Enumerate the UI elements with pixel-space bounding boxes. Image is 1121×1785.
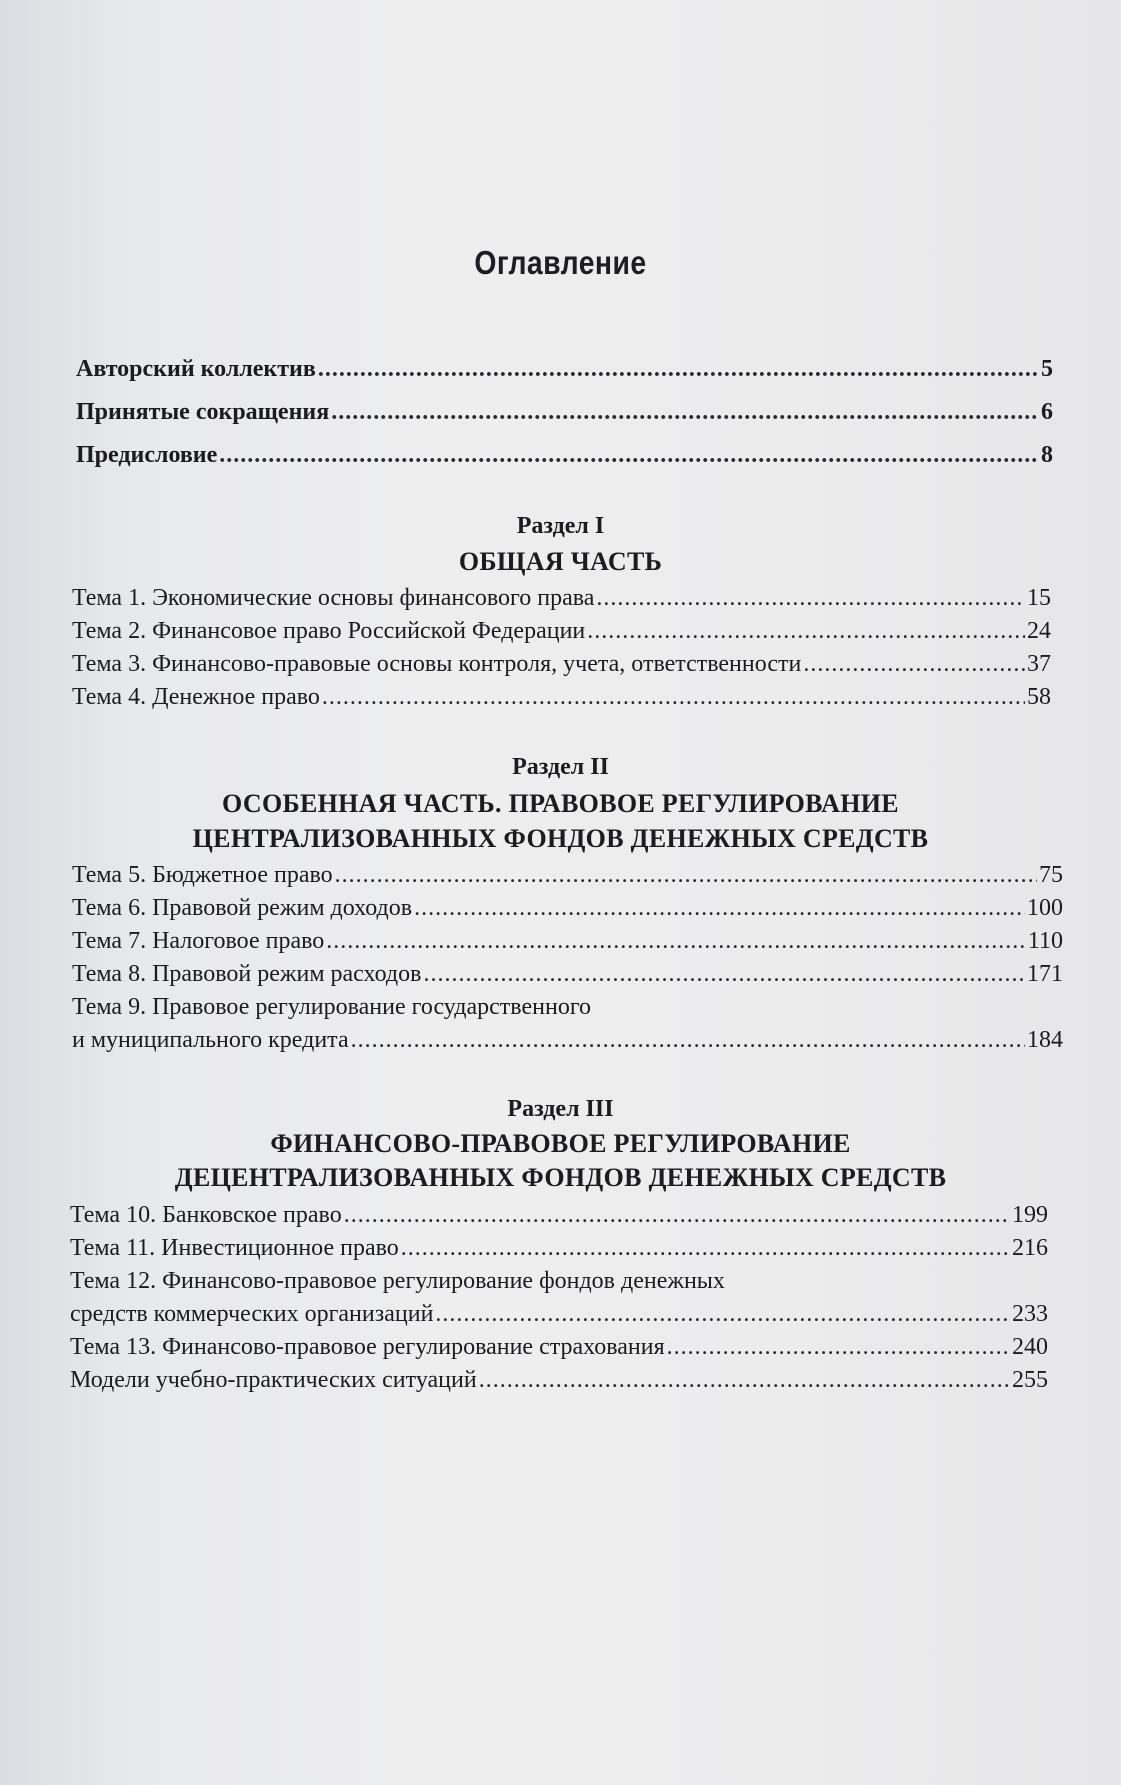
- dot-leader: [351, 1027, 1025, 1054]
- toc-entry-label: Авторский коллектив: [76, 356, 316, 382]
- toc-entry-label: средств коммерческих организаций: [70, 1301, 434, 1327]
- toc-entry-topic-12-line-1[interactable]: Тема 12. Финансово-правовое регулирование фондов денежных: [70, 1268, 725, 1294]
- toc-entry-topic-12[interactable]: [70, 1301, 1048, 1328]
- section-3-title-line-1: ФИНАНСОВО-ПРАВОВОЕ РЕГУЛИРОВАНИЕ: [270, 1129, 851, 1158]
- dot-leader: [479, 1367, 1010, 1394]
- dot-leader: [803, 651, 1025, 678]
- toc-entry-topic-9[interactable]: [72, 1027, 1063, 1054]
- dot-leader: [414, 895, 1025, 922]
- dot-leader: [401, 1235, 1010, 1262]
- section-3-title-line-2: ДЕЦЕНТРАЛИЗОВАННЫХ ФОНДОВ ДЕНЕЖНЫХ СРЕДСТВ: [174, 1163, 947, 1192]
- toc-page-number: 37: [1027, 651, 1051, 677]
- dot-leader: [322, 684, 1025, 711]
- toc-entry-practice-models[interactable]: [70, 1367, 1048, 1394]
- toc-page-number: 199: [1012, 1202, 1048, 1228]
- toc-page-number: 5: [1041, 356, 1053, 382]
- toc-page-number: 240: [1012, 1334, 1048, 1360]
- toc-entry-topic-1[interactable]: [72, 585, 1051, 612]
- toc-entry-topic-6[interactable]: [72, 895, 1063, 922]
- dot-leader: [344, 1202, 1010, 1229]
- toc-entry-label: Тема 13. Финансово-правовое регулирование страхования: [70, 1334, 665, 1360]
- toc-page-number: 15: [1027, 585, 1051, 611]
- toc-entry-label: Модели учебно-практических ситуаций: [70, 1367, 477, 1393]
- toc-entry-topic-7[interactable]: [72, 928, 1063, 955]
- dot-leader: [318, 356, 1039, 383]
- toc-page-number: 216: [1012, 1235, 1048, 1261]
- section-2-title-line-1: ОСОБЕННАЯ ЧАСТЬ. ПРАВОВОЕ РЕГУЛИРОВАНИЕ: [222, 789, 899, 818]
- toc-entry-topic-9-line-1[interactable]: Тема 9. Правовое регулирование государственного: [72, 994, 592, 1020]
- toc-page-number: 58: [1027, 684, 1051, 710]
- toc-entry-topic-10[interactable]: [70, 1202, 1048, 1229]
- toc-entry-label: Тема 1. Экономические основы финансового права: [72, 585, 595, 611]
- toc-entry-label: Тема 3. Финансово-правовые основы контроля, учета, ответственности: [72, 651, 802, 677]
- toc-entry-topic-13[interactable]: [70, 1334, 1048, 1361]
- toc-page-number: 6: [1041, 399, 1053, 425]
- dot-leader: [667, 1334, 1010, 1361]
- section-1-title: ОБЩАЯ ЧАСТЬ: [458, 547, 663, 576]
- toc-page-number: 255: [1012, 1367, 1048, 1393]
- toc-page-number: 233: [1012, 1301, 1048, 1327]
- toc-page-number: 184: [1027, 1027, 1063, 1053]
- toc-entry-topic-2[interactable]: [72, 618, 1051, 645]
- dot-leader: [423, 961, 1025, 988]
- toc-entry-label: Тема 2. Финансовое право Российской Федерации: [72, 618, 586, 644]
- toc-entry-preface[interactable]: [76, 442, 1053, 469]
- toc-entry-abbreviations[interactable]: [76, 399, 1053, 426]
- dot-leader: [331, 399, 1039, 426]
- toc-page-number: 171: [1027, 961, 1063, 987]
- toc-entry-label: Тема 5. Бюджетное право: [72, 862, 333, 888]
- toc-entry-label: Принятые сокращения: [76, 399, 330, 425]
- dot-leader: [587, 618, 1025, 645]
- toc-entry-label: Тема 10. Банковское право: [70, 1202, 342, 1228]
- dot-leader: [219, 442, 1039, 469]
- page-title: Оглавление: [474, 244, 647, 281]
- toc-page-number: 110: [1027, 928, 1063, 954]
- toc-entry-topic-8[interactable]: [72, 961, 1063, 988]
- toc-page-number: 75: [1039, 862, 1063, 888]
- toc-entry-label: и муниципального кредита: [72, 1027, 349, 1053]
- section-1-heading: Раздел I: [516, 513, 605, 539]
- toc-page-number: 100: [1027, 895, 1063, 921]
- toc-page-number: 24: [1027, 618, 1051, 644]
- toc-entry-label: Предисловие: [76, 442, 218, 468]
- toc-entry-topic-3[interactable]: [72, 651, 1051, 678]
- toc-entry-topic-11[interactable]: [70, 1235, 1048, 1262]
- section-2-heading: Раздел II: [512, 754, 609, 780]
- toc-entry-authors[interactable]: [76, 356, 1053, 383]
- toc-page-number: 8: [1041, 442, 1053, 468]
- toc-entry-topic-5[interactable]: [72, 862, 1063, 889]
- section-2-title-line-2: ЦЕНТРАЛИЗОВАННЫХ ФОНДОВ ДЕНЕЖНЫХ СРЕДСТВ: [192, 824, 929, 853]
- toc-entry-label: Тема 11. Инвестиционное право: [70, 1235, 399, 1261]
- toc-entry-label: Тема 8. Правовой режим расходов: [72, 961, 422, 987]
- toc-entry-label: Тема 4. Денежное право: [72, 684, 320, 710]
- dot-leader: [326, 928, 1026, 955]
- dot-leader: [596, 585, 1025, 612]
- toc-entry-label: Тема 6. Правовой режим доходов: [72, 895, 413, 921]
- toc-entry-topic-4[interactable]: [72, 684, 1051, 711]
- section-3-heading: Раздел III: [507, 1096, 614, 1122]
- dot-leader: [335, 862, 1037, 889]
- dot-leader: [435, 1301, 1010, 1328]
- toc-entry-label: Тема 7. Налоговое право: [72, 928, 325, 954]
